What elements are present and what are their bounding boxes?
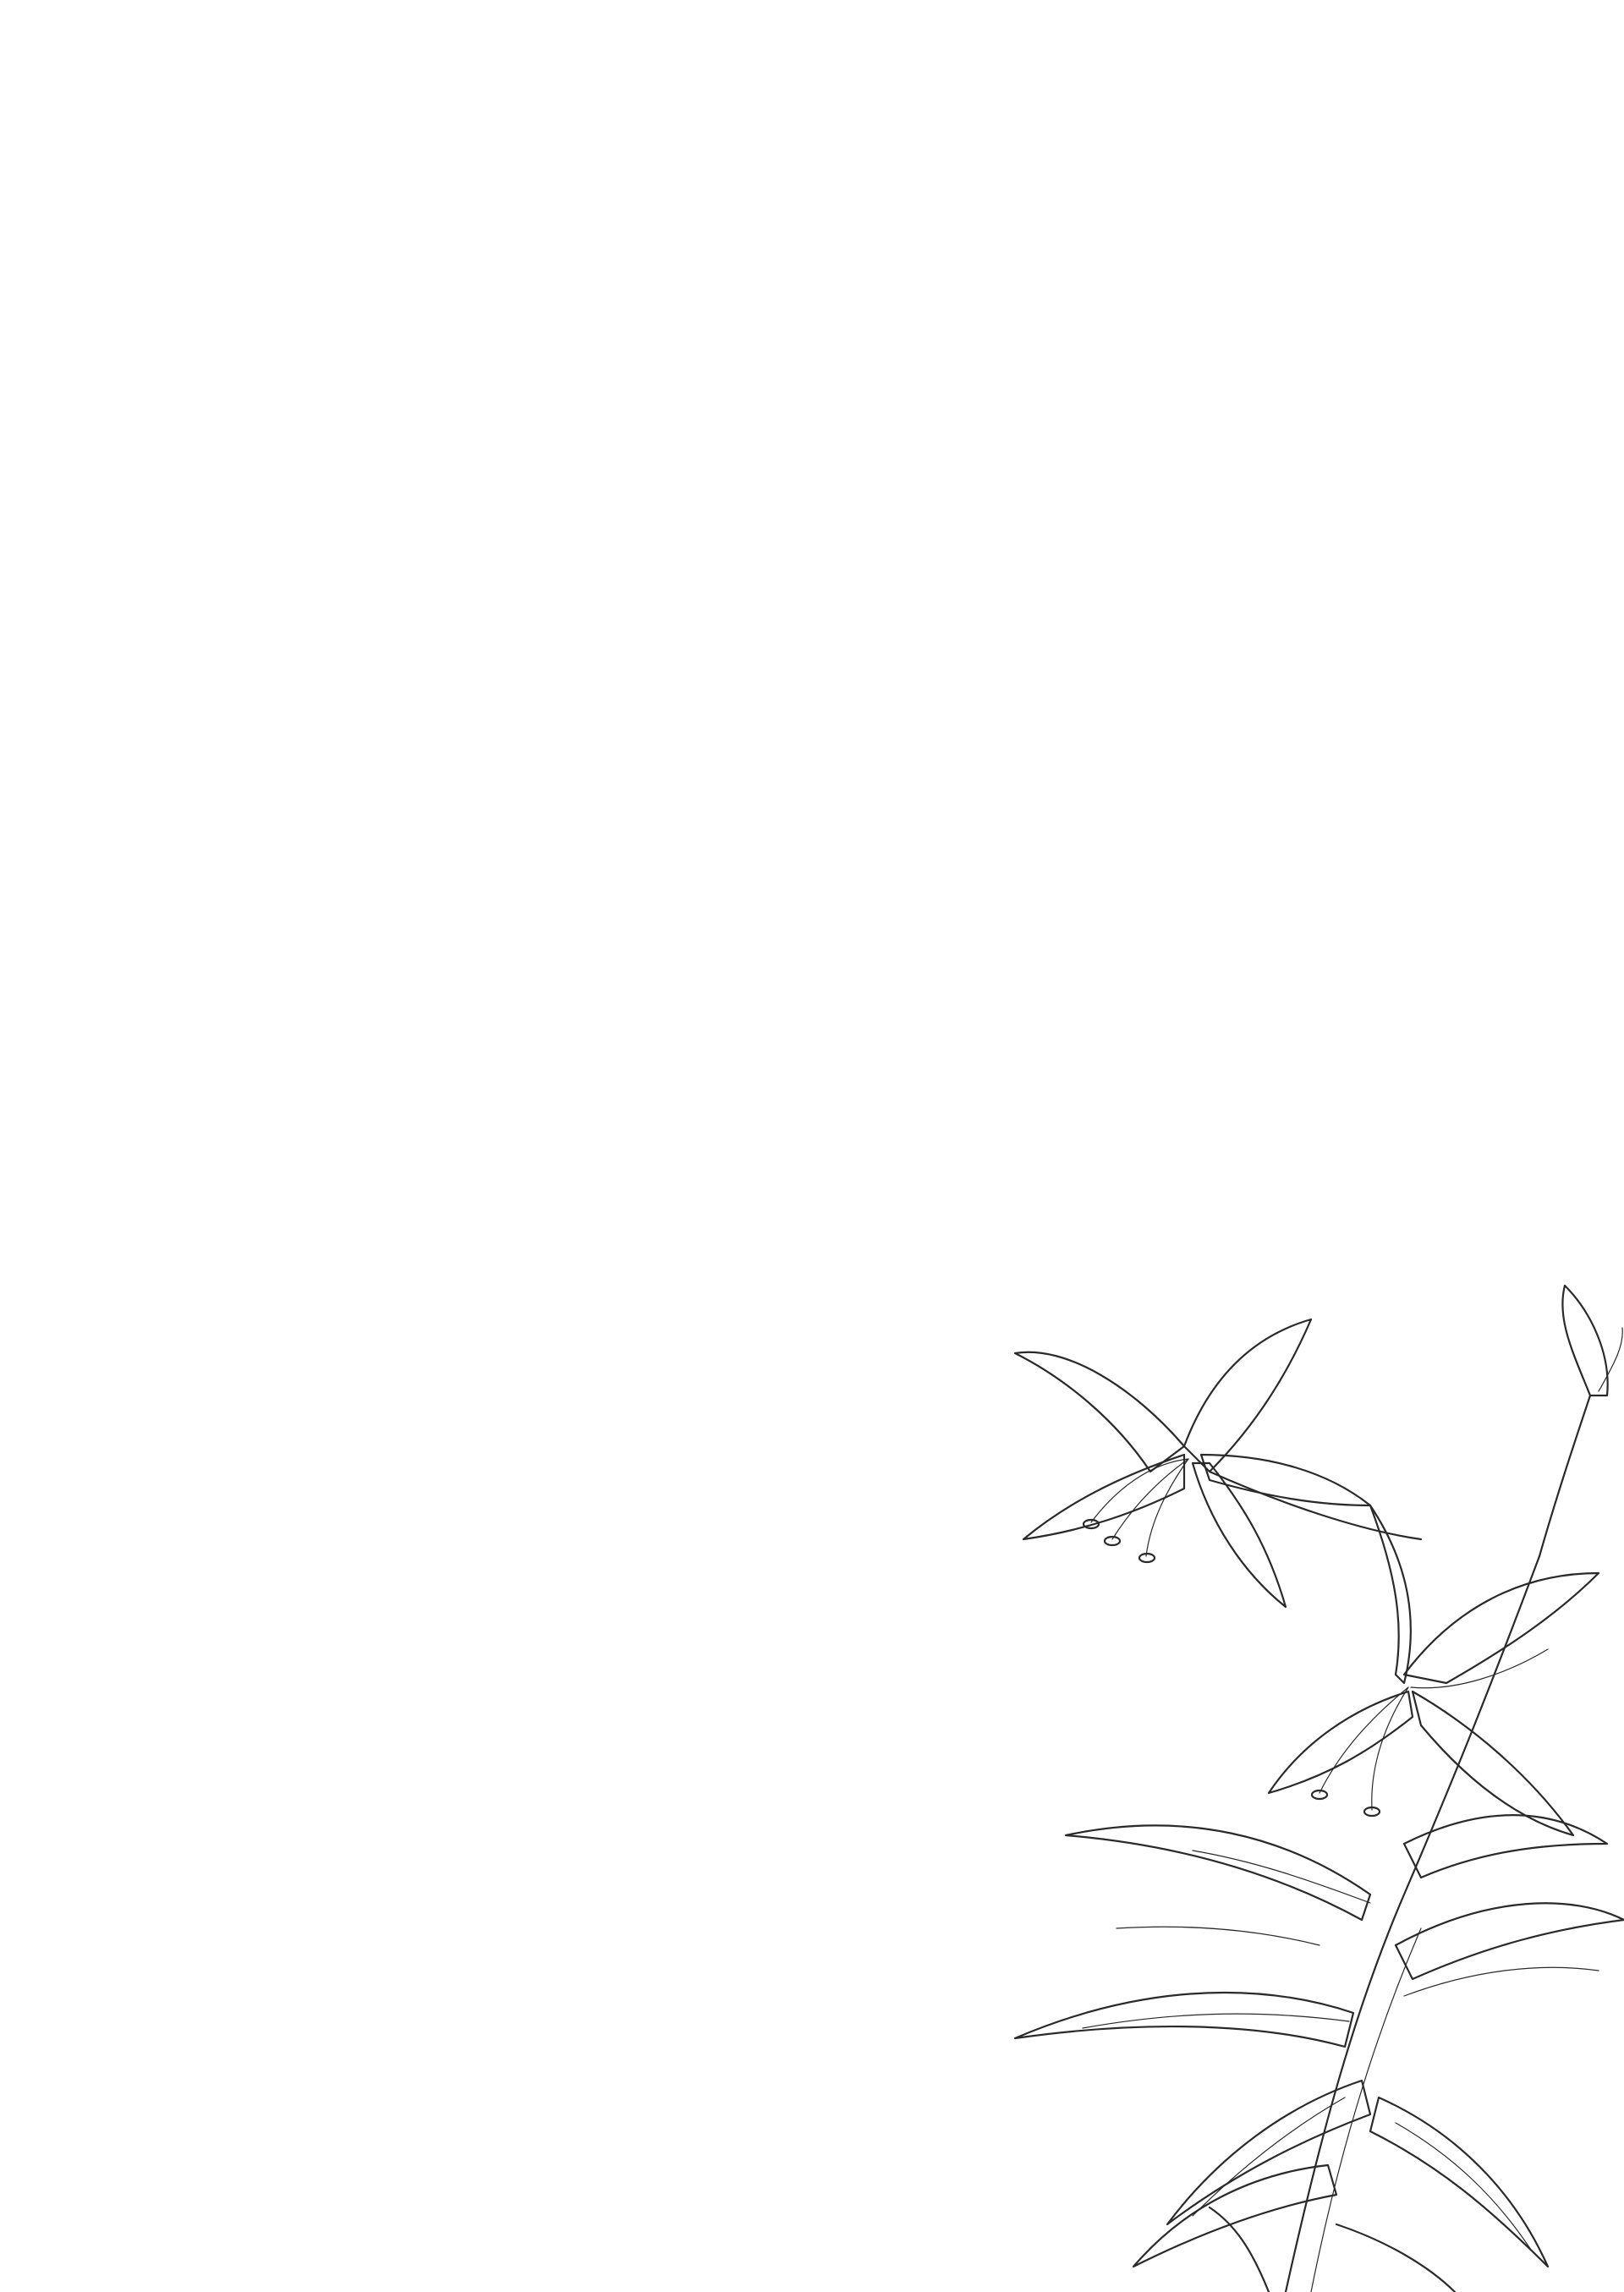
section-title-vertical bbox=[1358, 144, 1455, 524]
lily-illustration bbox=[812, 1252, 1624, 2292]
